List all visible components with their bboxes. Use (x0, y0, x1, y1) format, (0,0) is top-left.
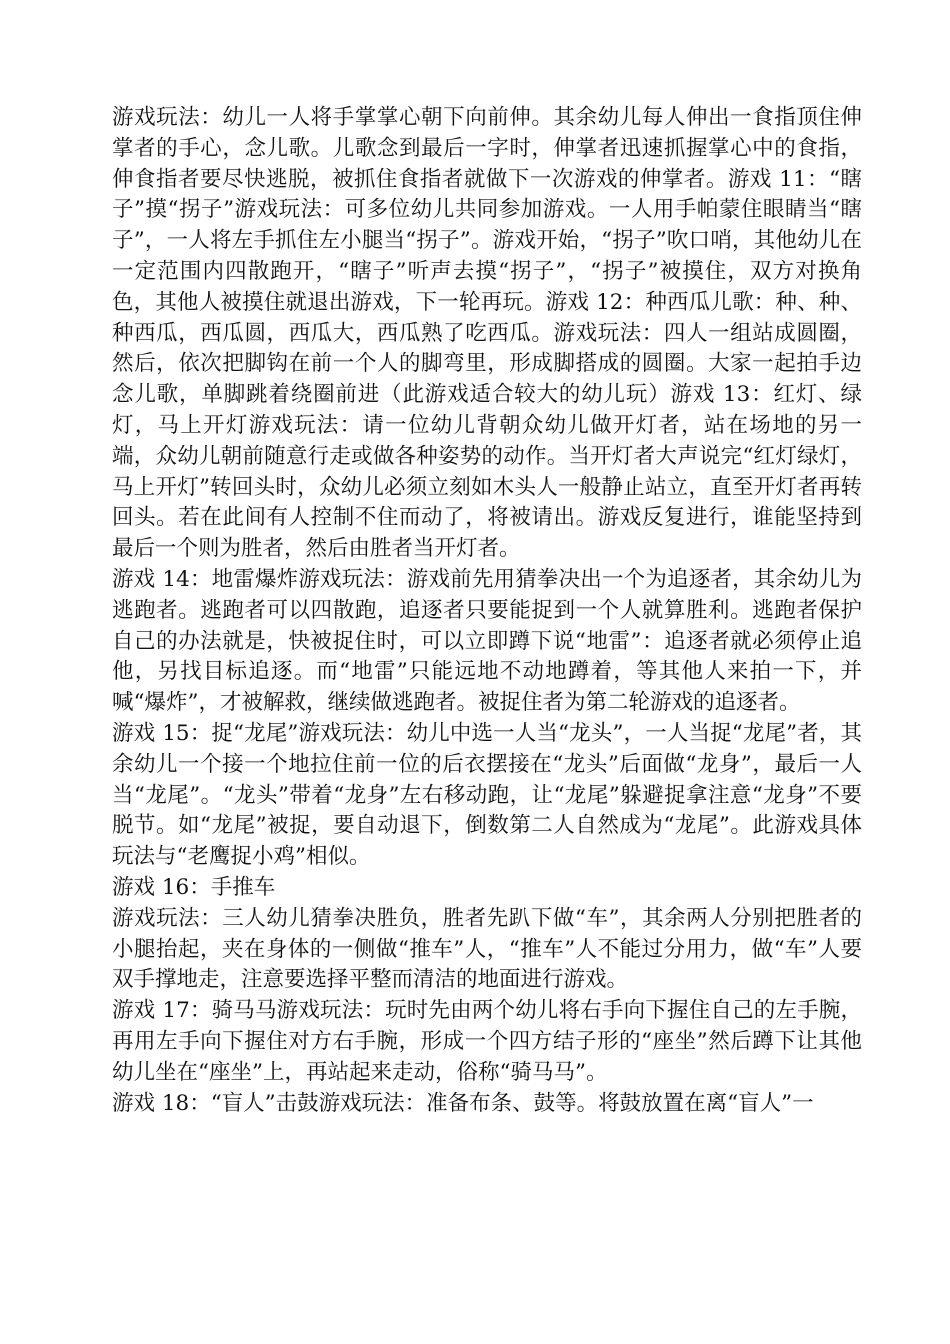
paragraph-game-16-title: 游戏 16：手推车 (112, 874, 276, 900)
paragraph-game-16-rules: 游戏玩法：三人幼儿猜拳决胜负，胜者先趴下做“车”，其余两人分别把胜者的小腿抬起，夹在身体的一侧做“推车”人，“推车”人不能过分用力，做“车”人要双手撑地走，注意要选择平整而清洁的地面进行游戏。 (112, 905, 862, 993)
document-body (112, 103, 862, 1119)
paragraph-game-14: 游戏 14：地雷爆炸游戏玩法：游戏前先用猜拳决出一个为追逐者，其余幼儿为逃跑者。逃跑者可以四散跑，追逐者只要能捉到一个人就算胜利。逃跑者保护自己的办法就是，快被捉住时，可以立即蹲下说“地雷”：追逐者就必须停止追他，另找目标追逐。而“地雷”只能远地不动地蹲着，等其他人来拍一下，并喊“爆炸”，才被解救，继续做逃跑者。被捉住者为第二轮游戏的追逐者。 (112, 566, 862, 716)
paragraph-game-17: 游戏 17：骑马马游戏玩法：玩时先由两个幼儿将右手向下握住自己的左手腕，再用左手向下握住对方右手腕，形成一个四方结子形的“座坐”然后蹲下让其他幼儿坐在“座坐”上，再站起来走动，俗称“骑马马”。 (112, 998, 862, 1085)
paragraph-games-10-to-13: 游戏玩法：幼儿一人将手掌掌心朝下向前伸。其余幼儿每人伸出一食指顶住伸掌者的手心，念儿歌。儿歌念到最后一字时，伸掌者迅速抓握掌心中的食指，伸食指者要尽快逃脱，被抓住食指者就做下一次游戏的伸掌者。游戏 11：“瞎子”摸“拐子”游戏玩法：可多位幼儿共同参加游戏。一人用手帕蒙住眼睛当“瞎子”，一人将左手抓住左小腿当“拐子”。游戏开始，“拐子”吹口哨，其他幼儿在一定范围内四散跑开，“瞎子”听声去摸“拐子”，“拐子”被摸住，双方对换角色，其他人被摸住就退出游戏，下一轮再玩。游戏 12：种西瓜儿歌：种、种、种西瓜，西瓜圆，西瓜大，西瓜熟了吃西瓜。游戏玩法：四人一组站成圆圈，然后，依次把脚钩在前一个人的脚弯里，形成脚搭成的圆圈。大家一起拍手边念儿歌，单脚跳着绕圈前进（此游戏适合较大的幼儿玩）游戏 13：红灯、绿灯，马上开灯游戏玩法：请一位幼儿背朝众幼儿做开灯者，站在场地的另一端，众幼儿朝前随意行走或做各种姿势的动作。当开灯者大声说完“红灯绿灯，马上开灯”转回头时，众幼儿必须立刻如木头人一般静止站立，直至开灯者再转回头。若在此间有人控制不住而动了，将被请出。游戏反复进行，谁能坚持到最后一个则为胜者，然后由胜者当开灯者。 (112, 105, 862, 562)
paragraph-game-18: 游戏 18：“盲人”击鼓游戏玩法：准备布条、鼓等。将鼓放置在离“盲人”一 (112, 1090, 814, 1116)
paragraph-game-15: 游戏 15：捉“龙尾”游戏玩法：幼儿中选一人当“龙头”，一人当捉“龙尾”者，其余幼儿一个接一个地拉住前一位的后衣摆接在“龙头”后面做“龙身”，最后一人当“龙尾”。“龙头”带着“龙身”左右移动跑，让“龙尾”躲避捉拿注意“龙身”不要脱节。如“龙尾”被捉，要自动退下，倒数第二人自然成为“龙尾”。此游戏具体玩法与“老鹰捉小鸡”相似。 (112, 720, 862, 870)
